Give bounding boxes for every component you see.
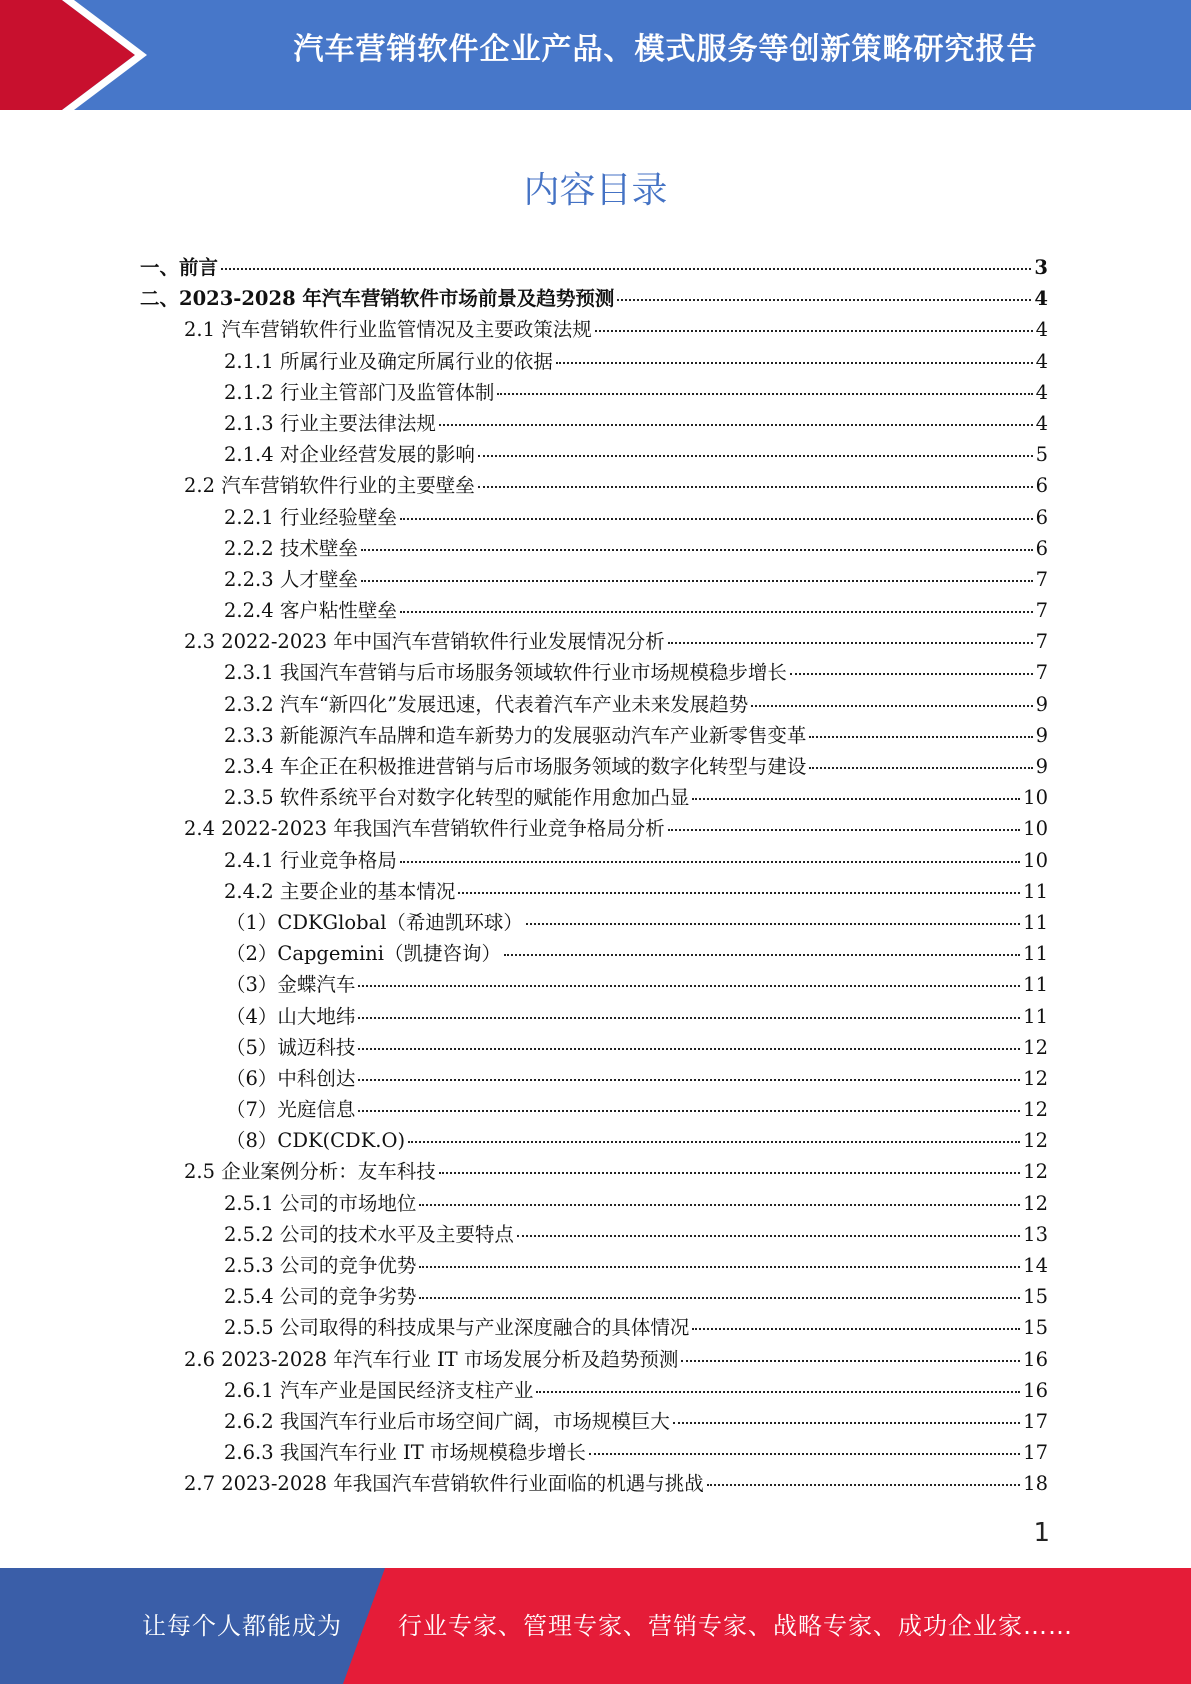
toc-entry[interactable] <box>140 346 1048 377</box>
toc-entry-title: 2.7 2023-2028 年我国汽车营销软件行业面临的机遇与挑战 <box>184 1472 704 1496</box>
footer-slogan: 让每个人都能成为 <box>142 1612 342 1640</box>
toc-entry-title: 2.4.2 主要企业的基本情况 <box>224 879 456 903</box>
toc-entry-page: 9 <box>1035 755 1048 778</box>
toc-dot-leader <box>707 1484 1020 1486</box>
toc-dot-leader <box>358 1079 1020 1081</box>
toc-entry-page: 7 <box>1035 599 1048 623</box>
toc-entry-page: 10 <box>1023 848 1048 872</box>
toc-entry[interactable] <box>140 1375 1048 1406</box>
toc-entry[interactable] <box>140 689 1048 720</box>
toc-entry-page: 13 <box>1023 1222 1048 1246</box>
toc-dot-leader <box>668 642 1033 644</box>
toc-dot-leader <box>589 1453 1020 1455</box>
toc-dot-leader <box>809 767 1032 769</box>
toc-entry-page: 12 <box>1023 1098 1048 1122</box>
toc-entry-title: （1）CDKGlobal（希迪凯环球） <box>226 910 523 934</box>
toc-entry[interactable] <box>140 377 1048 408</box>
toc-entry-page: 4 <box>1034 287 1048 311</box>
toc-entry[interactable] <box>140 876 1048 907</box>
toc-entry-page: 18 <box>1023 1472 1048 1496</box>
toc-entry-title: 一、前言 <box>140 256 219 279</box>
toc-entry-title: 2.5.4 公司的竞争劣势 <box>224 1285 417 1309</box>
toc-entry-title: 2.2.2 技术壁垒 <box>224 536 358 560</box>
toc-entry-title: 2.3 2022-2023 年中国汽车营销软件行业发展情况分析 <box>184 630 665 654</box>
toc-entry-title: 2.5 企业案例分析：友车科技 <box>184 1160 436 1184</box>
toc-entry[interactable] <box>140 1219 1048 1250</box>
toc-entry[interactable] <box>140 533 1048 564</box>
toc-dot-leader <box>556 362 1033 364</box>
toc-entry-page: 15 <box>1023 1285 1048 1309</box>
toc-entry-title: 2.2 汽车营销软件行业的主要壁垒 <box>184 474 475 498</box>
toc-dot-leader <box>221 268 1031 270</box>
red-chevron-arrow <box>0 0 160 110</box>
toc-entry-title: 2.3.5 软件系统平台对数字化转型的赋能作用愈加凸显 <box>224 786 690 810</box>
toc-entry-title: （6）中科创达 <box>226 1066 356 1090</box>
toc-dot-leader <box>358 985 1020 987</box>
toc-dot-leader <box>673 1422 1020 1424</box>
toc-entry[interactable] <box>140 408 1048 439</box>
toc-entry-title: 二、2023-2028 年汽车营销软件市场前景及趋势预测 <box>140 287 615 311</box>
toc-entry-title: （7）光庭信息 <box>226 1098 356 1122</box>
toc-entry-title: 2.6.2 我国汽车行业后市场空间广阔，市场规模巨大 <box>224 1409 670 1433</box>
toc-entry[interactable] <box>140 470 1048 501</box>
toc-entry[interactable] <box>140 1094 1048 1125</box>
report-header-banner <box>0 0 1191 110</box>
toc-entry[interactable] <box>140 626 1048 657</box>
toc-entry[interactable] <box>140 1001 1048 1032</box>
toc-dot-leader <box>478 486 1033 488</box>
toc-entry-page: 12 <box>1023 1191 1048 1215</box>
toc-entry-title: 2.3.1 我国汽车营销与后市场服务领域软件行业市场规模稳步增长 <box>224 661 787 685</box>
table-of-contents <box>140 252 1048 1500</box>
toc-dot-leader <box>439 1172 1020 1174</box>
toc-entry[interactable] <box>140 813 1048 844</box>
toc-entry[interactable] <box>140 1156 1048 1187</box>
toc-entry-title: 2.1.4 对企业经营发展的影响 <box>224 443 475 467</box>
toc-entry-page: 10 <box>1023 786 1048 810</box>
toc-entry-page: 14 <box>1023 1254 1048 1277</box>
toc-entry[interactable] <box>140 1125 1048 1156</box>
toc-entry-page: 4 <box>1035 380 1048 404</box>
toc-dot-leader <box>668 829 1020 831</box>
toc-entry-page: 12 <box>1023 1035 1048 1059</box>
toc-dot-leader <box>809 736 1032 738</box>
toc-entry[interactable] <box>140 907 1048 938</box>
toc-dot-leader <box>400 611 1033 613</box>
toc-entry[interactable] <box>140 969 1048 1000</box>
toc-entry-page: 6 <box>1035 505 1048 529</box>
toc-dot-leader <box>439 424 1033 426</box>
toc-entry-title: （3）金蝶汽车 <box>226 973 356 997</box>
toc-entry-title: 2.6.1 汽车产业是国民经济支柱产业 <box>224 1378 534 1402</box>
toc-entry-title: （8）CDK(CDK.O) <box>226 1129 406 1153</box>
toc-entry-page: 11 <box>1023 942 1048 966</box>
toc-entry[interactable] <box>140 564 1048 595</box>
toc-entry-title: 2.4 2022-2023 年我国汽车营销软件行业竞争格局分析 <box>184 817 665 841</box>
toc-entry-title: 2.1 汽车营销软件行业监管情况及主要政策法规 <box>184 318 592 342</box>
toc-entry-page: 7 <box>1035 567 1048 591</box>
toc-entry-page: 12 <box>1023 1160 1048 1184</box>
toc-dot-leader <box>617 299 1031 301</box>
toc-entry-page: 11 <box>1023 1004 1048 1028</box>
toc-entry-page: 9 <box>1035 723 1048 747</box>
toc-entry[interactable] <box>140 938 1048 969</box>
toc-dot-leader <box>517 1235 1020 1237</box>
toc-dot-leader <box>595 330 1033 332</box>
toc-entry-title: 2.6.3 我国汽车行业 IT 市场规模稳步增长 <box>224 1441 586 1465</box>
toc-entry[interactable] <box>140 314 1048 345</box>
footer-roles: 行业专家、管理专家、营销专家、战略专家、成功企业家…… <box>398 1612 1073 1640</box>
toc-entry-page: 7 <box>1035 661 1048 685</box>
toc-entry-page: 11 <box>1023 879 1048 903</box>
toc-entry-page: 4 <box>1035 411 1048 435</box>
report-title: 汽车营销软件企业产品、模式服务等创新策略研究报告 <box>293 32 1038 67</box>
toc-entry-page: 6 <box>1035 536 1048 560</box>
toc-entry-title: 2.5.5 公司取得的科技成果与产业深度融合的具体情况 <box>224 1316 690 1340</box>
toc-entry[interactable] <box>140 720 1048 751</box>
page-number: 1 <box>1033 1518 1050 1548</box>
toc-entry-page: 9 <box>1035 692 1048 716</box>
toc-entry-page: 10 <box>1023 817 1048 841</box>
toc-entry[interactable] <box>140 782 1048 813</box>
toc-entry-page: 12 <box>1023 1129 1048 1153</box>
toc-dot-leader <box>497 393 1032 395</box>
toc-dot-leader <box>681 1360 1020 1362</box>
toc-entry-title: 2.2.1 行业经验壁垒 <box>224 505 397 529</box>
toc-entry[interactable] <box>140 502 1048 533</box>
toc-entry-title: 2.5.1 公司的市场地位 <box>224 1191 417 1215</box>
toc-entry-page: 12 <box>1023 1066 1048 1090</box>
toc-entry[interactable] <box>140 595 1048 626</box>
toc-dot-leader <box>361 580 1033 582</box>
toc-entry[interactable] <box>140 1063 1048 1094</box>
toc-entry-title: 2.3.2 汽车“新四化”发展迅速，代表着汽车产业未来发展趋势 <box>224 692 749 716</box>
footer-banner <box>0 1568 1191 1684</box>
toc-dot-leader <box>358 1110 1020 1112</box>
toc-entry-page: 3 <box>1034 256 1048 279</box>
toc-entry-page: 15 <box>1023 1316 1048 1340</box>
toc-entry[interactable] <box>140 1406 1048 1437</box>
toc-heading: 内容目录 <box>523 170 668 211</box>
toc-entry[interactable] <box>140 1468 1048 1499</box>
toc-entry[interactable] <box>140 845 1048 876</box>
toc-entry-title: （5）诚迈科技 <box>226 1035 356 1059</box>
toc-entry[interactable] <box>140 1032 1048 1063</box>
toc-entry-title: 2.5.3 公司的竞争优势 <box>224 1254 417 1277</box>
toc-entry-page: 17 <box>1023 1441 1048 1465</box>
toc-entry[interactable] <box>140 1188 1048 1219</box>
toc-entry[interactable] <box>140 1250 1048 1281</box>
toc-entry[interactable] <box>140 439 1048 470</box>
toc-entry-page: 7 <box>1035 630 1048 654</box>
toc-entry[interactable] <box>140 1437 1048 1468</box>
toc-dot-leader <box>504 954 1020 956</box>
toc-dot-leader <box>419 1266 1020 1268</box>
toc-dot-leader <box>692 798 1020 800</box>
toc-dot-leader <box>408 1141 1020 1143</box>
toc-entry-page: 4 <box>1035 318 1048 342</box>
toc-dot-leader <box>458 892 1020 894</box>
toc-entry[interactable] <box>140 657 1048 688</box>
toc-entry-page: 4 <box>1035 349 1048 373</box>
toc-entry-title: 2.3.4 车企正在积极推进营销与后市场服务领域的数字化转型与建设 <box>224 755 807 778</box>
toc-entry-title: 2.2.3 人才壁垒 <box>224 567 358 591</box>
toc-entry[interactable] <box>140 1312 1048 1343</box>
toc-entry-title: 2.6 2023-2028 年汽车行业 IT 市场发展分析及趋势预测 <box>184 1347 679 1371</box>
toc-entry-page: 16 <box>1023 1347 1048 1371</box>
toc-dot-leader <box>478 455 1033 457</box>
toc-entry-page: 11 <box>1023 973 1048 997</box>
toc-entry-title: （2）Capgemini（凯捷咨询） <box>226 942 501 966</box>
toc-entry-page: 16 <box>1023 1378 1048 1402</box>
toc-entry[interactable] <box>140 1344 1048 1375</box>
toc-dot-leader <box>400 861 1020 863</box>
toc-entry-title: 2.3.3 新能源汽车品牌和造车新势力的发展驱动汽车产业新零售变革 <box>224 723 807 747</box>
toc-entry-page: 6 <box>1035 474 1048 498</box>
toc-dot-leader <box>751 705 1032 707</box>
toc-dot-leader <box>536 1391 1020 1393</box>
toc-entry[interactable] <box>140 283 1048 314</box>
toc-dot-leader <box>419 1297 1020 1299</box>
toc-dot-leader <box>400 518 1033 520</box>
toc-entry-page: 17 <box>1023 1409 1048 1433</box>
toc-entry[interactable] <box>140 1281 1048 1312</box>
toc-entry-title: 2.1.2 行业主管部门及监管体制 <box>224 380 495 404</box>
toc-entry-page: 11 <box>1023 910 1048 934</box>
toc-entry-title: 2.5.2 公司的技术水平及主要特点 <box>224 1222 514 1246</box>
toc-entry-title: 2.1.3 行业主要法律法规 <box>224 411 436 435</box>
toc-dot-leader <box>790 673 1033 675</box>
toc-entry-title: 2.1.1 所属行业及确定所属行业的依据 <box>224 349 553 373</box>
toc-entry[interactable] <box>140 252 1048 283</box>
toc-entry-title: 2.2.4 客户粘性壁垒 <box>224 599 397 623</box>
toc-entry-title: 2.4.1 行业竞争格局 <box>224 848 397 872</box>
toc-dot-leader <box>526 923 1020 925</box>
toc-dot-leader <box>358 1017 1020 1019</box>
toc-entry-page: 5 <box>1035 443 1048 467</box>
toc-dot-leader <box>361 549 1033 551</box>
toc-entry[interactable] <box>140 751 1048 782</box>
toc-entry-title: （4）山大地纬 <box>226 1004 356 1028</box>
toc-dot-leader <box>419 1204 1020 1206</box>
toc-dot-leader <box>692 1328 1020 1330</box>
toc-dot-leader <box>358 1048 1020 1050</box>
